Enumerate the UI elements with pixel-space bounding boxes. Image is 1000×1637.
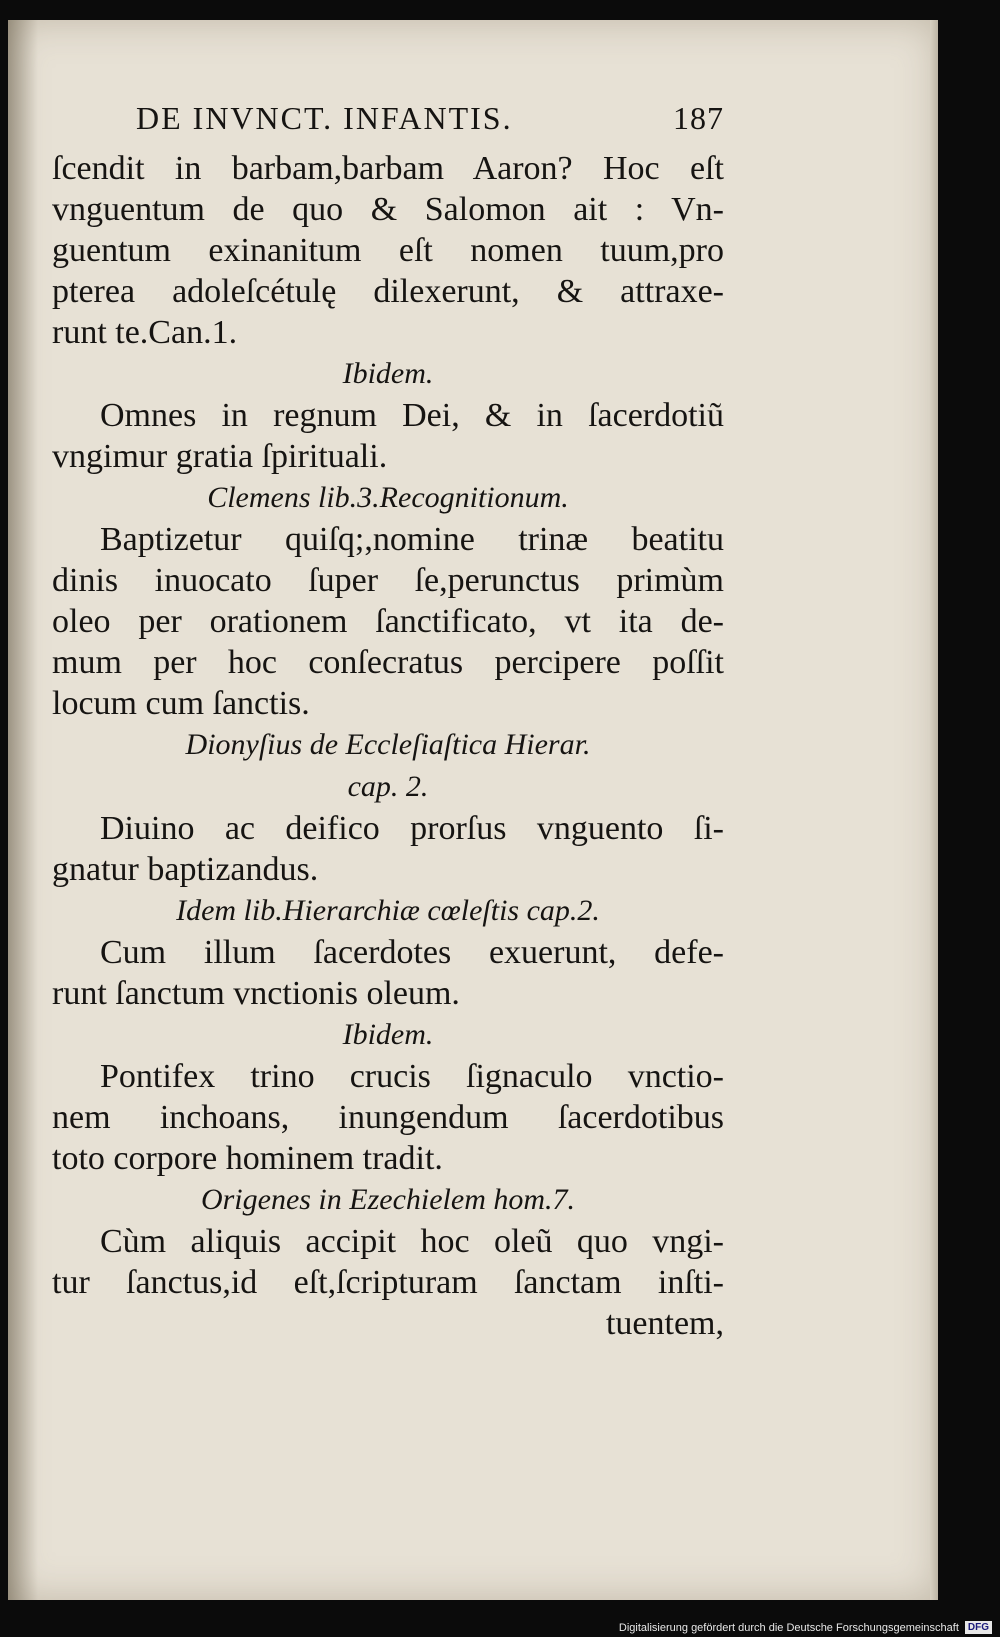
text-block [52, 100, 724, 1344]
running-head: DE INVNCT. INFANTIS. [136, 100, 513, 136]
text-line: vngimur gratia ſpirituali. [52, 438, 388, 475]
section-heading: cap. 2. [347, 770, 429, 803]
paragraph [52, 395, 724, 477]
page-edge [930, 20, 938, 1600]
paragraph [52, 1221, 724, 1344]
section-heading: Dionyſius de Eccleſiaſtica Hierar. [185, 728, 591, 761]
text-line: runt ſanctum vnctionis oleum. [52, 975, 460, 1012]
text-line: guentum exinanitum eſt nomen tuum,pro [52, 232, 724, 269]
dfg-logo-icon: DFG [965, 1621, 992, 1634]
paragraph [52, 519, 724, 724]
text-line: ſcendit in barbam,barbam Aaron? Hoc eſt [52, 150, 724, 187]
gutter-shadow [8, 20, 38, 1600]
section-heading: Idem lib.Hierarchiæ cœleſtis cap.2. [176, 894, 600, 927]
text-line: pterea adoleſcétulę dilexerunt, & attraxe- [52, 273, 724, 310]
text-line: Cum illum ſacerdotes exuerunt, defe- [100, 934, 724, 971]
page-number: 187 [673, 100, 724, 136]
text-line: Cùm aliquis accipit hoc oleũ quo vngi- [100, 1223, 724, 1260]
digitization-credit [590, 1618, 1000, 1637]
text-line: Baptizetur quiſq;,nomine trinæ beatitu [100, 521, 724, 558]
paragraph [52, 932, 724, 1014]
text-line: oleo per orationem ſanctificato, vt ita de- [52, 603, 724, 640]
text-line: mum per hoc conſecratus percipere poſſit [52, 644, 724, 681]
section-heading: Ibidem. [342, 1018, 434, 1051]
section-heading: Clemens lib.3.Recognitionum. [207, 481, 569, 514]
paragraph [52, 148, 724, 353]
text-line: dinis inuocato ſuper ſe,perunctus primùm [52, 562, 724, 599]
text-line: Omnes in regnum Dei, & in ſacerdotiũ [100, 397, 724, 434]
text-line: locum cum ſanctis. [52, 685, 310, 722]
catchword: tuentem, [605, 1305, 724, 1342]
text-line: tur ſanctus,id eſt,ſcripturam ſanctam inſti- [52, 1264, 724, 1301]
text-line: vnguentum de quo & Salomon ait : Vn- [52, 191, 724, 228]
text-line: gnatur baptizandus. [52, 851, 319, 888]
text-line: nem inchoans, inungendum ſacerdotibus [52, 1099, 724, 1136]
section-heading: Ibidem. [342, 357, 434, 390]
paragraph [52, 808, 724, 890]
text-line: toto corpore hominem tradit. [52, 1140, 443, 1177]
credit-text: Digitalisierung gefördert durch die Deutsche Forschungsgemeinschaft [618, 1621, 959, 1634]
text-line: Pontifex trino crucis ſignaculo vnctio- [100, 1058, 724, 1095]
paragraph [52, 1056, 724, 1179]
text-line: runt te.Can.1. [52, 314, 238, 351]
section-heading: Origenes in Ezechielem hom.7. [200, 1183, 576, 1216]
text-line: Diuino ac deifico prorſus vnguento ſi- [100, 810, 724, 847]
page-header [52, 100, 724, 148]
